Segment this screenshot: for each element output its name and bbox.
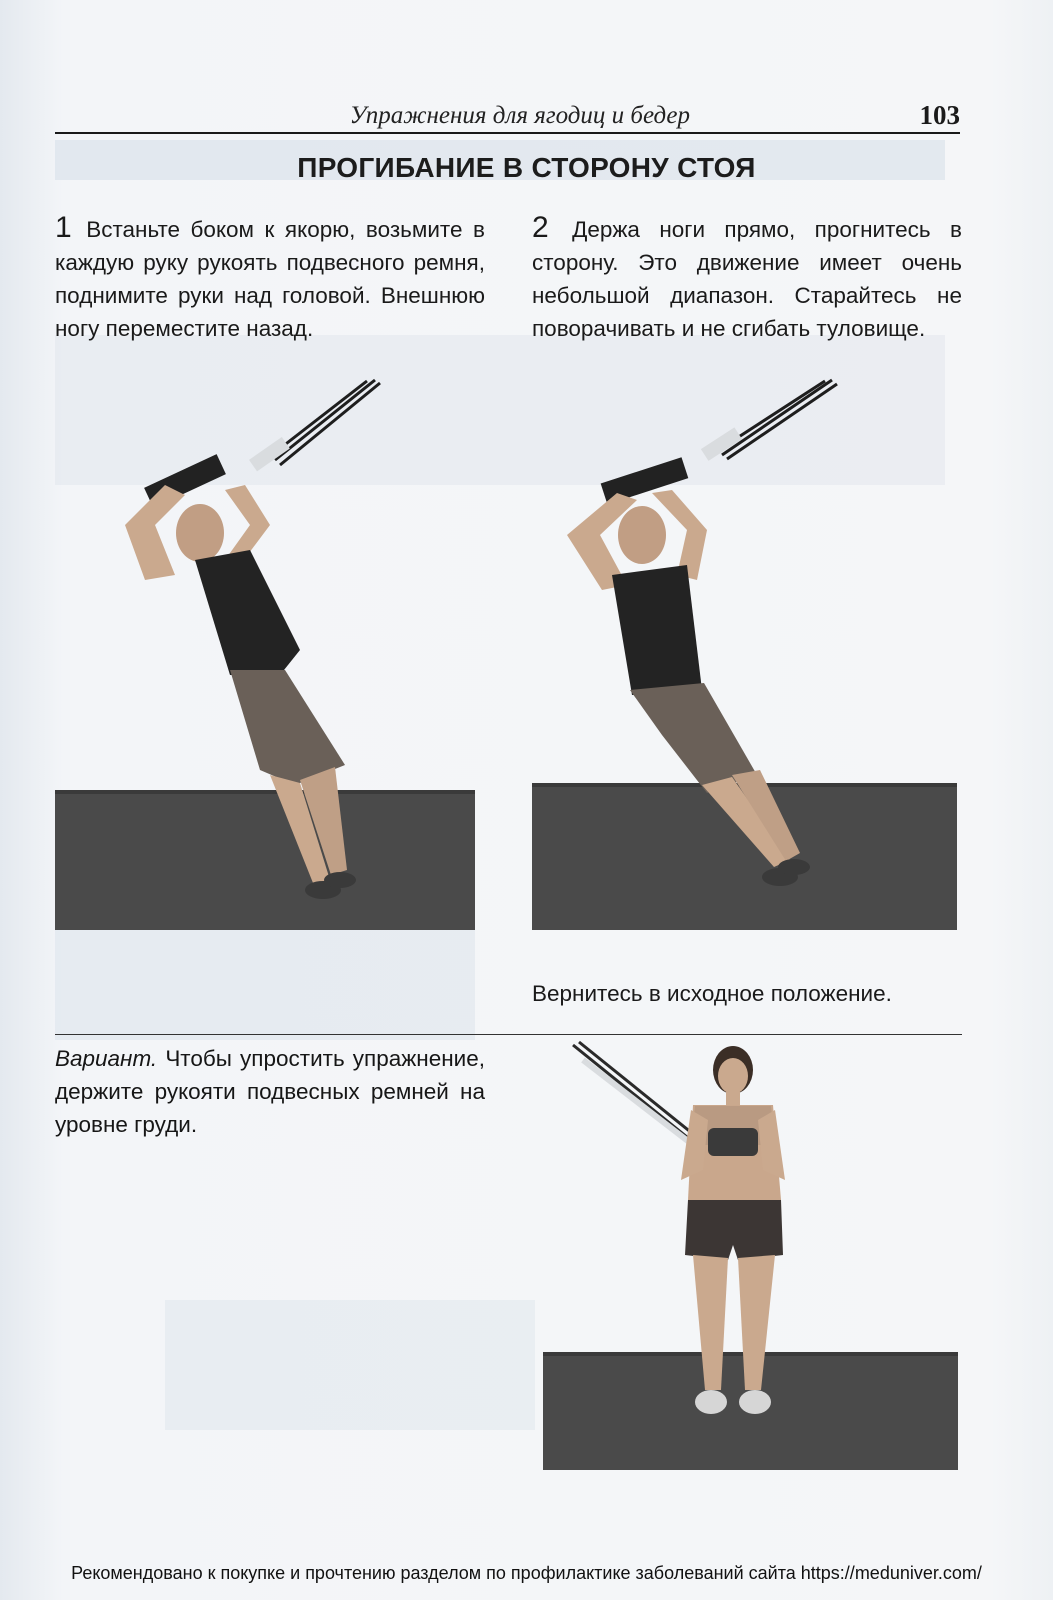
- floor: [55, 790, 475, 930]
- step-2-number: 2: [532, 211, 549, 244]
- step-1-text: [55, 213, 485, 345]
- section-divider: [55, 1034, 962, 1035]
- photo-start-position: [55, 375, 480, 930]
- step-1-number: 1: [55, 211, 72, 244]
- bleed-through-band: [55, 930, 475, 1040]
- step-2-text: [532, 213, 962, 345]
- footer-note: Рекомендовано к покупке и прочтению разделом по профилактике заболеваний сайта https://meduniver.com/: [71, 1563, 982, 1583]
- variant-label: Вариант.: [55, 1046, 158, 1071]
- step-1-body: Встаньте боком к якорю, возьмите в каждую руку рукоять подвесного ремня, поднимите руки над головой. Внешнюю ногу переместите назад.: [55, 217, 485, 341]
- page-number: 103: [919, 100, 960, 130]
- running-head: [55, 98, 960, 134]
- photo-variant-chest-level: [543, 1040, 963, 1470]
- variant-body: Чтобы упростить упражнение, держите рукояти подвесных ремней на уровне груди.: [55, 1046, 485, 1137]
- bleed-through-band: [165, 1300, 535, 1430]
- step-2-body: Держа ноги прямо, прогнитесь в сторону. Это движение имеет очень небольшой диапазон. Старайтесь не поворачивать и не сгибать туловище.: [532, 217, 962, 341]
- section-title: ПРОГИБАНИЕ В СТОРОНУ СТОЯ: [297, 152, 756, 183]
- variant-text: [55, 1042, 485, 1141]
- photo-side-bend: [532, 375, 957, 930]
- running-title: Упражнения для ягодиц и бедер: [349, 102, 690, 129]
- return-text: Вернитесь в исходное положение.: [532, 981, 892, 1006]
